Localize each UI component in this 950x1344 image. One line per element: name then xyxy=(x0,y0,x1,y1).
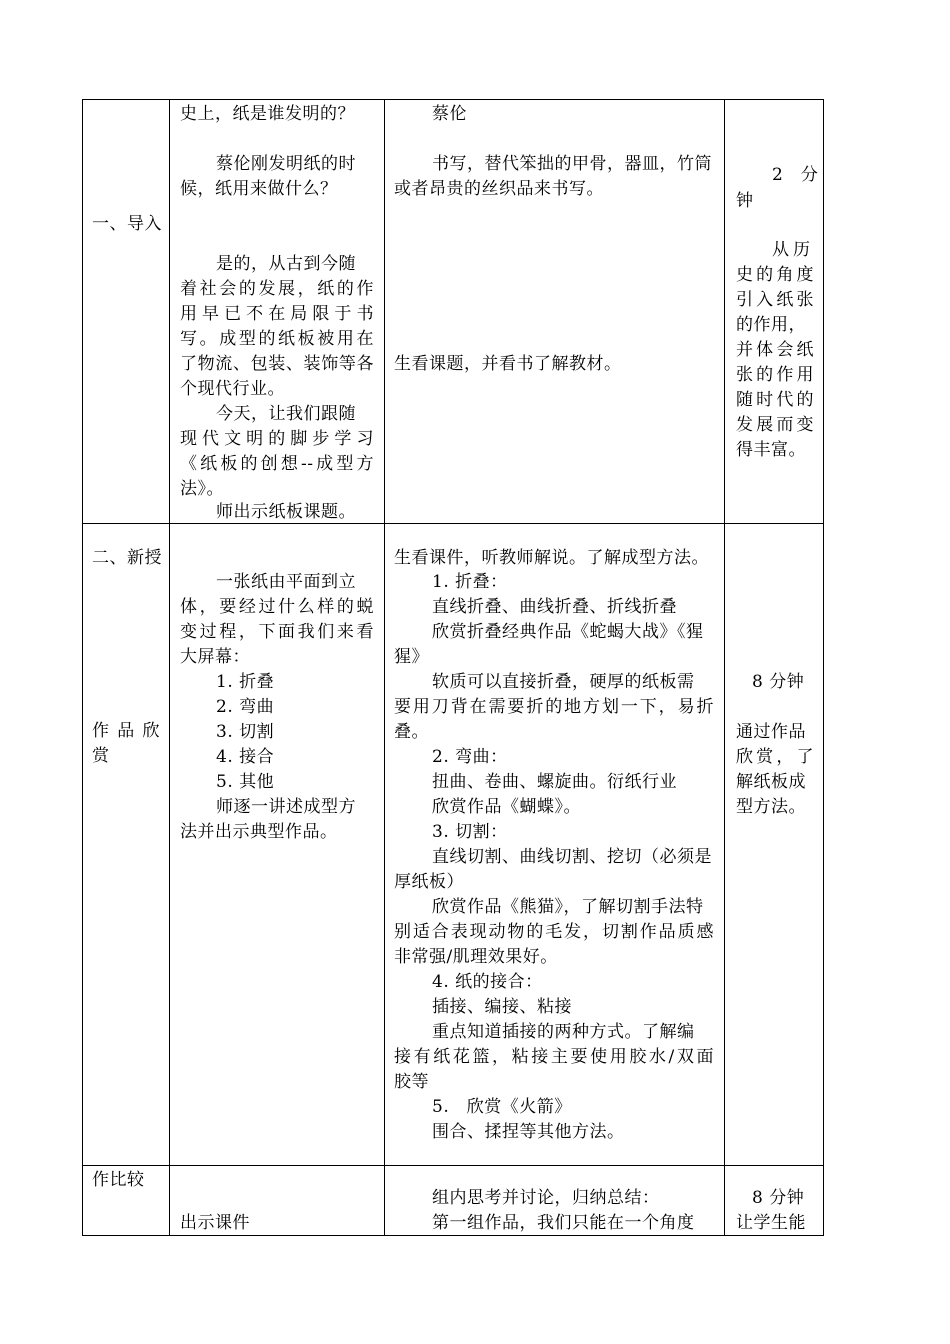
teacher-text: 法》。 xyxy=(180,479,224,499)
student-text: 软质可以直接折叠，硬厚的纸板需 xyxy=(432,672,695,692)
student-text: 欣赏作品《蝴蝶》。 xyxy=(432,797,581,817)
teacher-text: 候，纸用来做什么？ xyxy=(180,179,338,199)
table-divider-1 xyxy=(169,99,170,1236)
student-text: 欣赏作品《熊猫》，了解切割手法特 xyxy=(432,897,704,917)
note-text: 型方法。 xyxy=(736,797,806,817)
stage-intro: 一、导入 xyxy=(92,214,162,234)
teacher-text: 写。成型的纸板被用在 xyxy=(180,329,374,349)
student-text: 别适合表现动物的毛发，切割作品质感 xyxy=(394,922,714,942)
note-text: 从历 xyxy=(772,240,814,260)
student-text: 厚纸板） xyxy=(394,872,464,892)
table-divider-3 xyxy=(724,99,725,1236)
note-text: 的作用， xyxy=(736,315,806,335)
teacher-text: 师逐一讲述成型方 xyxy=(216,797,356,817)
note-text: 并体会纸 xyxy=(736,340,814,360)
teacher-text: 2. 弯曲 xyxy=(216,697,275,717)
teacher-text: 大屏幕： xyxy=(180,647,250,667)
teacher-text: 师出示纸板课题。 xyxy=(216,502,356,522)
teacher-text: 变过程，下面我们来看 xyxy=(180,622,374,642)
note-text: 引入纸张 xyxy=(736,290,814,310)
teacher-text: 3. 切割 xyxy=(216,722,275,742)
student-text: 插接、编接、粘接 xyxy=(432,997,572,1017)
teacher-text: 蔡伦刚发明纸的时 xyxy=(216,154,356,174)
note-text: 随时代的 xyxy=(736,390,814,410)
stage-compare: 作比较 xyxy=(92,1170,145,1190)
student-text: 接有纸花篮，粘接主要使用胶水/双面 xyxy=(394,1047,714,1067)
student-text: 或者昂贵的丝织品来书写。 xyxy=(394,179,604,199)
table-border-top xyxy=(82,99,824,100)
table-border-right xyxy=(823,99,824,1236)
student-text: 蔡伦 xyxy=(432,104,467,124)
student-text: 2. 弯曲： xyxy=(432,747,508,767)
table-divider-2 xyxy=(384,99,385,1236)
student-text: 5. 欣赏《火箭》 xyxy=(432,1097,572,1117)
time-value: 8 分钟 xyxy=(752,672,805,692)
student-text: 要用刀背在需要折的地方划一下，易折 xyxy=(394,697,714,717)
teacher-text: 法并出示典型作品。 xyxy=(180,822,338,842)
student-text: 3. 切割： xyxy=(432,822,508,842)
student-text: 重点知道插接的两种方式。了解编 xyxy=(432,1022,695,1042)
time-value: 钟 xyxy=(736,191,754,211)
student-text: 叠。 xyxy=(394,722,429,742)
row-divider-1 xyxy=(82,523,824,524)
note-text: 发展而变 xyxy=(736,415,814,435)
note-text: 让学生能 xyxy=(736,1213,806,1233)
time-value: 8 分钟 xyxy=(752,1188,805,1208)
note-text: 得丰富。 xyxy=(736,440,806,460)
student-text: 扭曲、卷曲、螺旋曲。衍纸行业 xyxy=(432,772,677,792)
note-text: 通过作品 xyxy=(736,722,806,742)
teacher-text: 出示课件 xyxy=(180,1213,250,1233)
stage-new-sub: 作品欣 xyxy=(92,721,160,741)
student-text: 第一组作品，我们只能在一个角度 xyxy=(432,1213,695,1233)
teacher-text: 是的，从古到今随 xyxy=(216,254,356,274)
note-text: 解纸板成 xyxy=(736,772,806,792)
teacher-text: 了物流、包装、装饰等各 xyxy=(180,354,374,374)
teacher-text: 用早已不在局限于书 xyxy=(180,304,374,324)
student-text: 胶等 xyxy=(394,1072,429,1092)
stage-new-sub: 赏 xyxy=(92,746,110,766)
teacher-text: 《纸板的创想--成型方 xyxy=(180,454,374,474)
student-text: 生看课题，并看书了解教材。 xyxy=(394,354,622,374)
table-border-left xyxy=(82,99,83,1236)
time-value: 2 分 xyxy=(772,165,819,185)
teacher-text: 今天，让我们跟随 xyxy=(216,404,356,424)
student-text: 直线切割、曲线切割、挖切（必须是 xyxy=(432,847,712,867)
note-text: 张的作用 xyxy=(736,365,814,385)
note-text: 欣赏，了 xyxy=(736,747,814,767)
teacher-text: 着社会的发展，纸的作 xyxy=(180,279,374,299)
teacher-text: 个现代行业。 xyxy=(180,379,285,399)
note-text: 史的角度 xyxy=(736,265,814,285)
student-text: 书写，替代笨拙的甲骨，器皿，竹筒 xyxy=(432,154,712,174)
student-text: 围合、揉捏等其他方法。 xyxy=(432,1122,625,1142)
teacher-text: 4. 接合 xyxy=(216,747,275,767)
stage-new: 二、新授 xyxy=(92,548,162,568)
student-text: 非常强/肌理效果好。 xyxy=(394,947,558,967)
teacher-text: 5. 其他 xyxy=(216,772,275,792)
teacher-text: 体，要经过什么样的蜕 xyxy=(180,597,374,617)
student-text: 直线折叠、曲线折叠、折线折叠 xyxy=(432,597,677,617)
student-text: 猩》 xyxy=(394,647,429,667)
student-text: 欣赏折叠经典作品《蛇蝎大战》《猩 xyxy=(432,622,704,642)
teacher-text: 1. 折叠 xyxy=(216,672,275,692)
teacher-text: 史上，纸是谁发明的？ xyxy=(180,104,355,124)
row-divider-2 xyxy=(82,1165,824,1166)
student-text: 1. 折叠： xyxy=(432,572,508,592)
student-text: 4. 纸的接合： xyxy=(432,972,543,992)
student-text: 生看课件，听教师解说。了解成型方法。 xyxy=(394,548,709,568)
teacher-text: 现代文明的脚步学习 xyxy=(180,429,374,449)
student-text: 组内思考并讨论，归纳总结： xyxy=(432,1188,660,1208)
teacher-text: 一张纸由平面到立 xyxy=(216,572,356,592)
